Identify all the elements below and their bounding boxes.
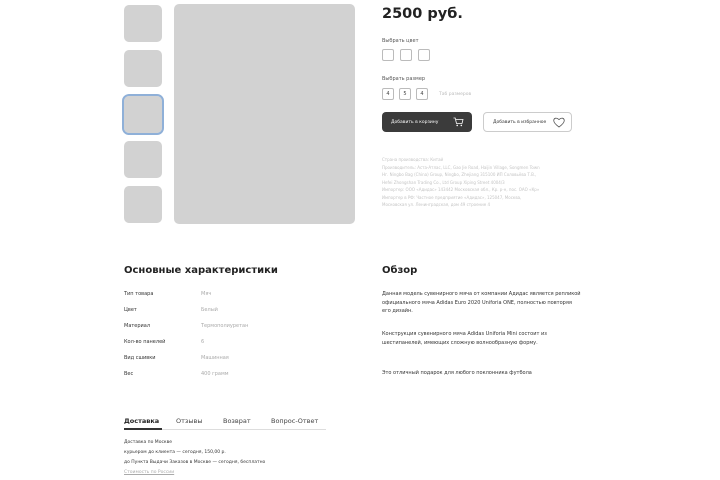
origin-line: Производитель: Аста-Атлас, LLC, Gao Jie Road, Haijin Village, Songmen Town xyxy=(382,164,540,170)
tab-returns[interactable]: Возврат xyxy=(223,417,251,425)
spec-key: Цвет xyxy=(124,307,137,313)
tab-reviews[interactable]: Отзывы xyxy=(176,417,203,425)
add-to-cart-label: Добавить в корзину xyxy=(391,119,439,125)
specs-title: Основные характеристики xyxy=(124,265,278,276)
size-option-1[interactable]: 4 xyxy=(382,88,394,100)
product-main-image xyxy=(174,4,355,224)
spec-row xyxy=(124,355,324,365)
spec-row xyxy=(124,323,324,333)
overview-paragraph: Это отличный подарок для любого поклонника футбола xyxy=(382,370,532,376)
overview-paragraph: Конструкция сувенирного мяча Adidas Uniforia Mini состоит из шестипанелей, имеющих сложную волнообразную форму. xyxy=(382,331,547,346)
origin-line: Нг. Ningbo Bag (China) Group, Ningbo, Zhejiang 315100 ИП Cоловьёва Т.В., xyxy=(382,172,537,177)
color-swatch-2[interactable] xyxy=(400,49,412,61)
product-thumbnail-4[interactable] xyxy=(124,141,162,178)
origin-line: Московская ул. Ленинградская, дом 49 строение 4 xyxy=(382,202,491,207)
spec-key: Тип товара xyxy=(124,291,154,297)
delivery-line: курьером до клиента — сегодня, 150,00 р. xyxy=(124,450,226,455)
color-label: Выбрать цвет xyxy=(382,38,419,44)
spec-value: Мяч xyxy=(201,291,212,297)
tab-questions[interactable]: Вопрос-Ответ xyxy=(271,417,319,425)
delivery-russia-link[interactable]: Стоимость по России xyxy=(124,470,175,475)
spec-value: Белый xyxy=(201,307,218,313)
size-options xyxy=(382,88,471,100)
spec-key: Вид сшивки xyxy=(124,355,156,361)
origin-line: Импортер: ООО «Адидас» 143442 Московская обл., Кр. р-н, пос. ОАО «Кр» xyxy=(382,187,540,192)
size-label: Выбрать размер xyxy=(382,76,426,82)
cart-icon xyxy=(453,117,464,129)
spec-value: Термополиуретан xyxy=(201,323,249,329)
add-to-favorites-button[interactable] xyxy=(483,112,572,132)
spec-row xyxy=(124,371,324,381)
add-to-cart-button[interactable] xyxy=(382,112,472,132)
product-origin-info xyxy=(382,156,572,209)
product-thumbnail-2[interactable] xyxy=(124,50,162,87)
spec-row xyxy=(124,291,324,301)
heart-icon xyxy=(553,117,565,130)
spec-row xyxy=(124,307,324,317)
product-thumbnail-5[interactable] xyxy=(124,186,162,223)
color-swatch-1[interactable] xyxy=(382,49,394,61)
spec-value: Машинная xyxy=(201,355,229,361)
tab-delivery[interactable]: Доставка xyxy=(124,417,160,425)
origin-line: Импортер в РФ: Частное предприятие «Адидас», 125047, Москва, xyxy=(382,194,522,200)
product-price: 2500 руб. xyxy=(382,6,463,22)
size-option-3[interactable]: 4 xyxy=(416,88,428,100)
spec-key: Материал xyxy=(124,323,151,329)
spec-key: Кол-во панелей xyxy=(124,339,166,345)
size-table-link[interactable]: Таб размеров xyxy=(439,91,472,97)
spec-row xyxy=(124,339,324,349)
product-thumbnail-3[interactable] xyxy=(124,96,162,133)
product-thumbnail-1[interactable] xyxy=(124,5,162,42)
active-tab-indicator xyxy=(124,428,162,430)
spec-key: Вес xyxy=(124,371,134,377)
color-swatches xyxy=(382,49,430,61)
size-option-2[interactable]: 5 xyxy=(399,88,411,100)
origin-line: Hefei Zhongshan Trading Co., Ltd Group Xiping Street 4004/3 xyxy=(382,179,505,185)
color-swatch-3[interactable] xyxy=(418,49,430,61)
delivery-line: Доставка по Москве xyxy=(124,440,173,445)
add-to-favorites-label: Добавить в избранное xyxy=(493,119,547,125)
spec-value: 6 xyxy=(201,339,205,345)
delivery-line: до Пункта Выдачи Заказов в Москве — сегодня, бесплатно xyxy=(124,460,266,465)
overview-title: Обзор xyxy=(382,265,418,276)
spec-value: 400 грамм xyxy=(201,371,229,377)
origin-line: Страна производства: Китай xyxy=(382,157,444,162)
overview-paragraph: Данная модель сувенирного мяча от компании Адидас является репликой официального мяча Adidas Euro 2020 Uniforia ONE, полностью повторяя его дизайн. xyxy=(382,291,581,314)
